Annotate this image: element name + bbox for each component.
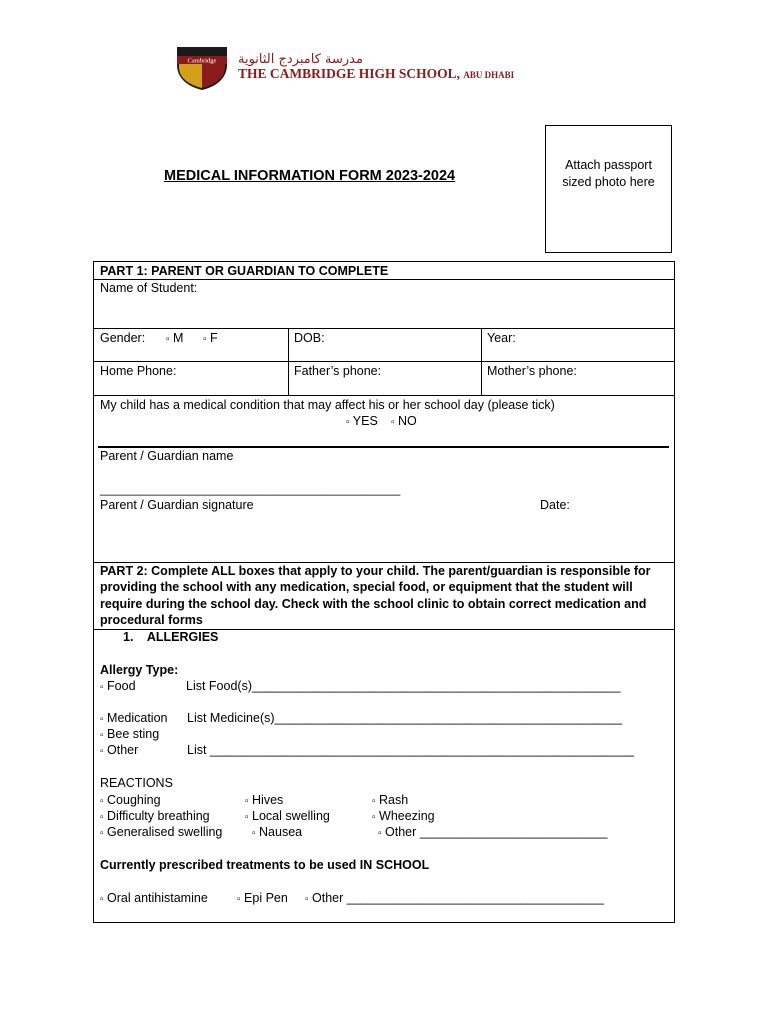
signature-line[interactable]: _____________________________________________ [100,482,401,496]
reactions-label: REACTIONS [100,776,173,790]
medical-form-table [93,261,675,923]
checkbox-icon: ▫ [100,746,104,757]
checkbox-icon: ▫ [372,796,376,807]
checkbox-icon: ▫ [378,828,382,839]
row-divider [94,395,674,396]
generalised-swelling-label: Generalised swelling [107,825,223,839]
treatments-heading: Currently prescribed treatments to be used IN SCHOOL [100,858,430,872]
row-divider [94,328,674,329]
photo-box-line1: Attach passport [565,158,652,172]
checkbox-icon: ▫ [245,812,249,823]
student-name-field[interactable]: Name of Student: [100,281,198,295]
father-phone-field[interactable]: Father’s phone: [294,364,382,378]
school-city: ABU DHABI [463,70,515,80]
other-treatment-checkbox[interactable] [305,890,604,908]
condition-yes-checkbox[interactable] [346,413,378,431]
coughing-label: Coughing [107,793,161,807]
part1-heading: PART 1: PARENT OR GUARDIAN TO COMPLETE [100,264,389,278]
checkbox-icon: ▫ [100,894,104,905]
checkbox-icon: ▫ [346,417,350,428]
column-divider [288,328,289,395]
yes-label: YES [352,414,378,428]
row-divider [94,361,674,362]
guardian-signature-label: Parent / Guardian signature [100,498,254,512]
difficulty-breathing-label: Difficulty breathing [107,809,210,823]
part2-heading-line2: providing the school with any medication, special food, or equipment that the student will [100,580,633,594]
home-phone-field[interactable]: Home Phone: [100,364,177,378]
guardian-name-label: Parent / Guardian name [100,449,234,463]
checkbox-icon: ▫ [203,334,207,345]
epi-pen-label: Epi Pen [244,891,288,905]
year-field[interactable]: Year: [487,331,516,345]
logo-text: Cambridge [187,57,217,65]
hives-label: Hives [252,793,284,807]
dob-field[interactable]: DOB: [294,331,325,345]
other-reaction-checkbox[interactable] [378,824,607,842]
gender-m-label: M [173,331,184,345]
oral-antihistamine-label: Oral antihistamine [107,891,208,905]
medication-label: Medication [107,711,168,725]
checkbox-icon: ▫ [252,828,256,839]
checkbox-icon: ▫ [372,812,376,823]
list-other-field[interactable]: List _____________________________________________________________ [187,743,634,757]
other-allergy-checkbox[interactable] [100,742,138,760]
column-divider [481,328,482,395]
rash-label: Rash [379,793,409,807]
checkbox-icon: ▫ [166,334,170,345]
no-label: NO [398,414,417,428]
wheezing-label: Wheezing [379,809,435,823]
other-label: Other [107,743,139,757]
photo-box-line2: sized photo here [562,175,655,189]
oral-antihistamine-checkbox[interactable] [100,890,208,908]
date-field[interactable]: Date: [540,498,570,512]
bee-sting-label: Bee sting [107,727,160,741]
checkbox-icon: ▫ [100,682,104,693]
nausea-checkbox[interactable] [252,824,302,842]
form-title: MEDICAL INFORMATION FORM 2023-2024 [164,168,456,184]
checkbox-icon: ▫ [245,796,249,807]
nausea-label: Nausea [259,825,303,839]
list-medicine-field[interactable]: List Medicine(s)__________________________________________________ [187,711,623,725]
school-name-arabic: مدرسة كامبردج الثانوية [238,52,363,67]
checkbox-icon: ▫ [100,828,104,839]
part2-heading-line3: require during the school day. Check with the school clinic to obtain correct medication and [100,597,647,611]
mother-phone-field[interactable]: Mother’s phone: [487,364,577,378]
gender-f-checkbox[interactable] [203,330,218,348]
condition-no-checkbox[interactable] [391,413,417,431]
local-swelling-label: Local swelling [252,809,330,823]
school-name [238,66,514,82]
part2-heading-line4: procedural forms [100,613,203,627]
part2-heading-line1: PART 2: Complete ALL boxes that apply to your child. The parent/guardian is responsible for [100,564,651,578]
allergy-type-label: Allergy Type: [100,663,179,677]
other-treatment-label: Other _____________________________________ [312,891,604,905]
gender-label: Gender: [100,331,146,345]
checkbox-icon: ▫ [100,796,104,807]
school-crest-logo [175,45,229,91]
generalised-swelling-checkbox[interactable] [100,824,222,842]
food-label: Food [107,679,136,693]
checkbox-icon: ▫ [391,417,395,428]
allergies-heading: 1. ALLERGIES [123,630,219,644]
checkbox-icon: ▫ [100,730,104,741]
epi-pen-checkbox[interactable] [237,890,288,908]
checkbox-icon: ▫ [100,812,104,823]
photo-box[interactable] [545,125,672,253]
checkbox-icon: ▫ [237,894,241,905]
checkbox-icon: ▫ [100,714,104,725]
checkbox-icon: ▫ [305,894,309,905]
gender-m-checkbox[interactable] [166,330,183,348]
school-name-main: THE CAMBRIDGE HIGH SCHOOL, [238,66,461,81]
food-checkbox[interactable] [100,678,136,696]
gender-f-label: F [210,331,218,345]
condition-question: My child has a medical condition that may affect his or her school day (please tick) [100,398,555,412]
list-food-field[interactable]: List Food(s)_____________________________________________________ [186,679,621,693]
other-reaction-label: Other ___________________________ [385,825,608,839]
